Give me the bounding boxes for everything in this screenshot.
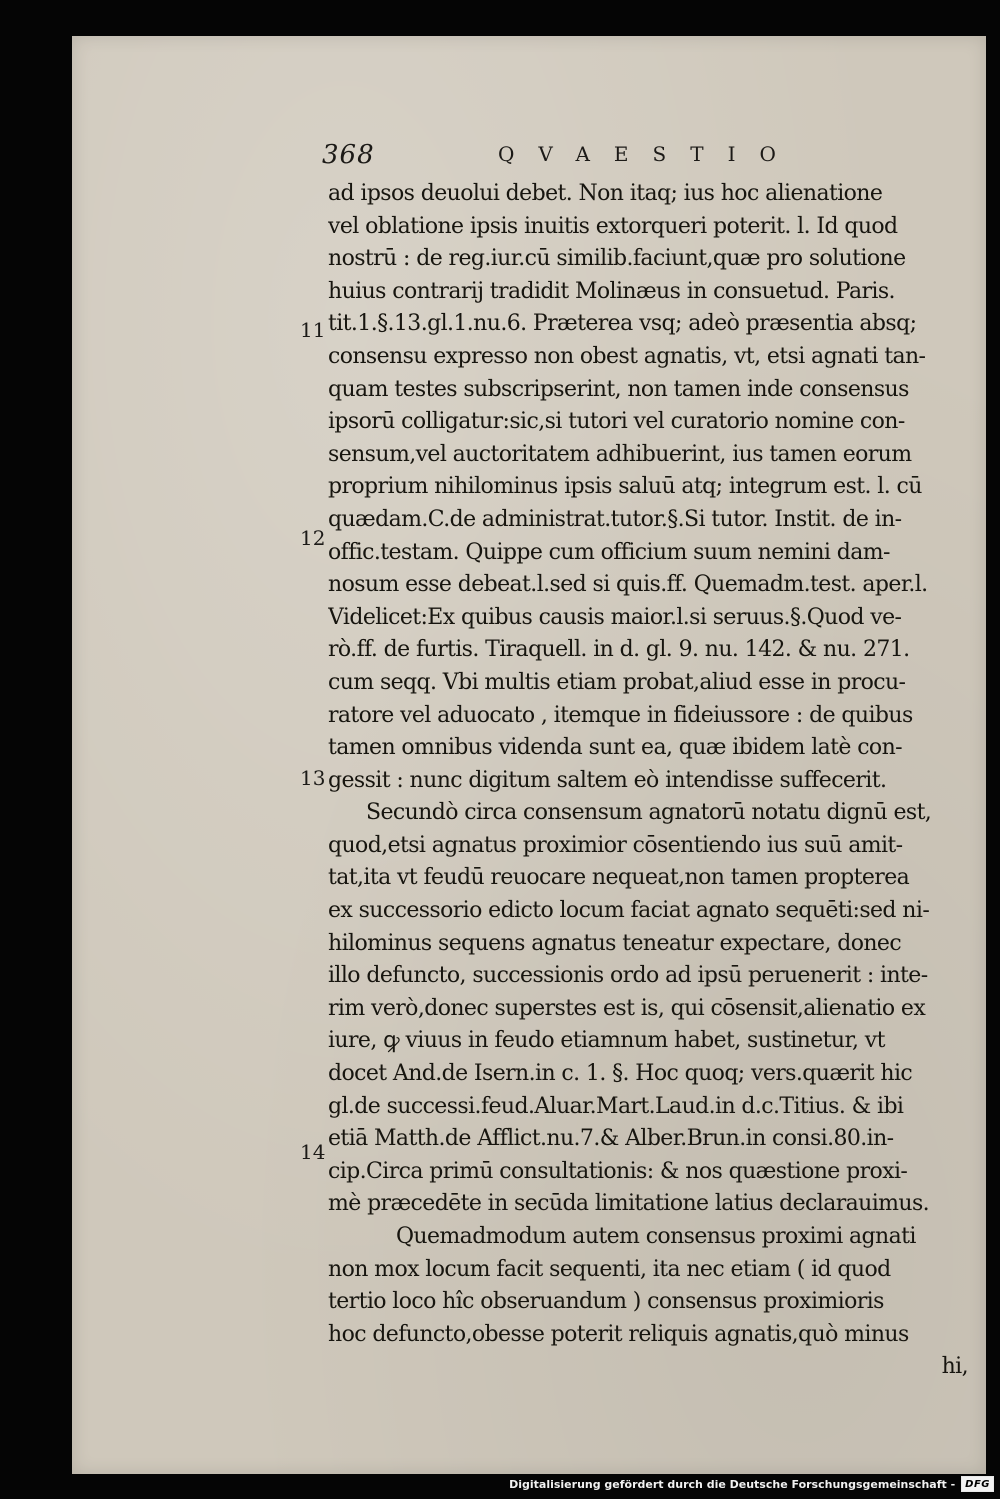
text-line: ipsorū colligatur:sic,si tutori vel curatorio nomine con- [328, 409, 905, 435]
text-line: iure, ꝙ viuus in feudo etiamnum habet, sustinetur, vt [328, 1028, 885, 1054]
text-line: etiā Matth.de Afflict.nu.7.& Alber.Brun.in consi.80.in- [328, 1126, 894, 1152]
text-line: rò.ff. de furtis. Tiraquell. in d. gl. 9. nu. 142. & nu. 271. [328, 637, 910, 663]
margin-number: 13 [300, 766, 326, 790]
text-line: cip.Circa primū consultationis: & nos quæstione proxi- [328, 1158, 908, 1184]
text-line: ad ipsos deuolui debet. Non itaq; ius hoc alienatione [328, 181, 883, 206]
text-line: nosum esse debeat.l.sed si quis.ff. Quemadm.test. aper.l. [328, 572, 928, 598]
text-line: hilominus sequens agnatus teneatur expectare, donec [328, 930, 902, 956]
text-line: illo defuncto, successionis ordo ad ipsū peruenerit : inte- [328, 963, 928, 989]
body-text [328, 178, 968, 1384]
text-line: cum seqq. Vbi multis etiam probat,aliud esse in procu- [328, 669, 906, 695]
text-line: tamen omnibus videnda sunt ea, quæ ibidem latè con- [328, 735, 902, 761]
text-line: tertio loco hîc obseruandum ) consensus proximioris [328, 1289, 884, 1315]
text-line: gessit : nunc digitum saltem eò intendisse suffecerit. [328, 767, 887, 793]
text-line: quod,etsi agnatus proximior cōsentiendo ius suū amit- [328, 832, 903, 858]
text-line: hoc defuncto,obesse poterit reliquis agnatis,quò minus [328, 1321, 909, 1347]
text-line: sensum,vel auctoritatem adhibuerint, ius tamen eorum [328, 441, 912, 467]
footer-credit [509, 1475, 994, 1493]
text-line: quædam.C.de administrat.tutor.§.Si tutor. Instit. de in- [328, 506, 902, 532]
margin-number: 11 [300, 318, 326, 342]
text-line: gl.de successi.feud.Aluar.Mart.Laud.in d.c.Titius. & ibi [328, 1093, 904, 1119]
text-line: Secundò circa consensum agnatorū notatu dignū est, [366, 800, 932, 826]
dfg-logo-icon: DFG [961, 1476, 994, 1492]
text-line: ratore vel aduocato , itemque in fideiussore : de quibus [328, 702, 913, 728]
margin-number: 14 [300, 1140, 326, 1164]
catchword: hi, [941, 1354, 968, 1380]
text-line: proprium nihilominus ipsis saluū atq; integrum est. l. cū [328, 474, 922, 500]
text-line: vel oblatione ipsis inuitis extorqueri poterit. l. Id quod [328, 213, 898, 239]
text-line: rim verò,donec superstes est is, qui cōsensit,alienatio ex [328, 995, 926, 1021]
funding-credit-text: Digitalisierung gefördert durch die Deutsche Forschungsgemeinschaft - [509, 1477, 956, 1491]
page-number: 368 [322, 140, 375, 170]
text-line: Quemadmodum autem consensus proximi agnati [396, 1224, 916, 1249]
text-line: Videlicet:Ex quibus causis maior.l.si seruus.§.Quod ve- [328, 604, 902, 630]
text-line: nostrū : de reg.iur.cū similib.faciunt,quæ pro solutione [328, 246, 906, 272]
text-line: offic.testam. Quippe cum officium suum nemini dam- [328, 539, 890, 565]
text-line: docet And.de Isern.in c. 1. §. Hoc quoq; vers.quærit hic [328, 1061, 913, 1087]
margin-number: 12 [300, 526, 326, 550]
text-line: huius contrarij tradidit Molinæus in consuetud. Paris. [328, 278, 895, 304]
text-line: tat,ita vt feudū reuocare nequeat,non tamen propterea [328, 865, 910, 891]
page-header [322, 140, 962, 180]
text-line: consensu expresso non obest agnatis, vt, etsi agnati tan- [328, 343, 926, 369]
text-line: non mox locum facit sequenti, ita nec etiam ( id quod [328, 1256, 891, 1282]
text-line: tit.1.§.13.gl.1.nu.6. Præterea vsq; adeò præsentia absq; [328, 311, 917, 337]
running-head: QVAESTIO [498, 142, 800, 166]
text-line: mè præcedēte in secūda limitatione latius declarauimus. [328, 1191, 930, 1217]
text-line: ex successorio edicto locum faciat agnato sequēti:sed ni- [328, 898, 930, 924]
text-line: quam testes subscripserint, non tamen inde consensus [328, 376, 909, 402]
